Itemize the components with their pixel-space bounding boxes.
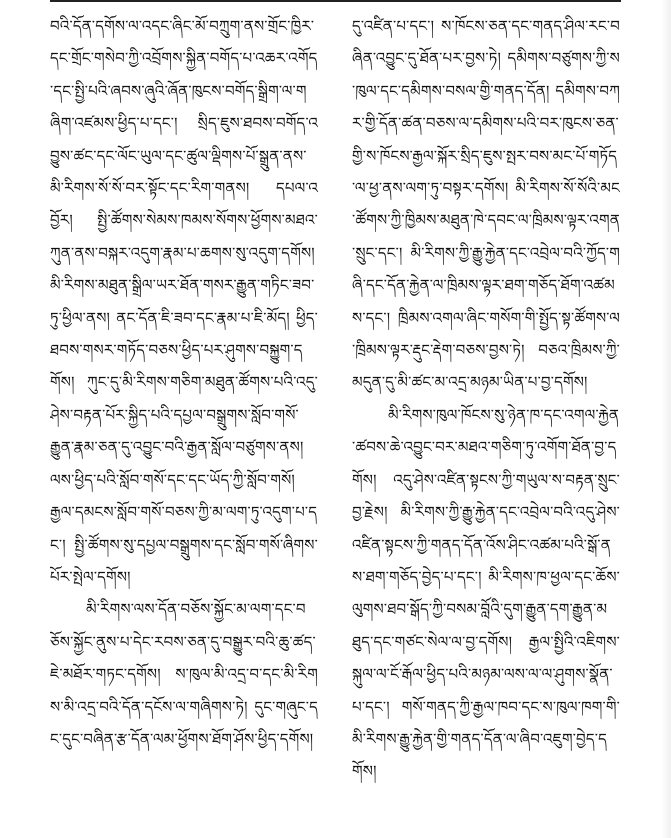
left-paragraph-1: བའི་དོན་དགོས་ལ་འདང་ཞིང་མོ་བཀྲུག་ནས་གྲོང་ཁྱིར་དང་གྲོང་གསེབ་ཀྱི་འབྲོགས་སྐྱིན་བགོད་པ་འཆར་འགོད་དང་སྤྱི་པའི་ཞབས་ཞུའི་ཞོན་ཁུངས་བགོད་སྒྲིག་ལ་གཞིག་འཛམས་ཕྱིད་པ་དང་། སྲིད་ཇུས་ཐབས་བགོད་འབྱུས་ཚང་དང་ལོང་ཡུལ་དང་ཚུལ་ལྡིགས་པོ་སྒྲུན་ནས་མི་རིགས་སོ་སོ་བར་སྟོང་དང་རིག་གནས། དཔལ་འབྱོར། སྤྱི་ཚོགས་སེམས་ཁམས་སོགས་ཕྱོགས་མཐའ་ཀུན་ནས་བསྐར་འདུག་རྣམ་པ་ཆགས་སུ་འདུག་དགོས། མི་རིགས་མཐུན་སྒྲིལ་ཡར་ཐོན་གསར་རྒྱུན་གཏིང་ཟབ་ཏུ་ཕྱིལ་ནས། ནང་དོན་ཇི་ཟབ་དང་རྣམ་པ་ཇི་མོད། ཕྱིད་ཐབས་གསར་གཏོད་བཅས་ཕྱིད་པར་ཤུགས་བསྐྱུག་དགོས། ཀུང་དུ་མི་རིགས་གཅིག་མཐུན་ཚོགས་པའི་འདུ་ཤེས་བརྟན་པོར་སྐྱིད་པའི་དཔྱལ་བསྒྲུགས་སློབ་གསོ་རྒྱུན་རྣམ་ཅན་དུ་འབྱུང་བའི་རྒྱན་སློལ་བཙུགས་ནས། ལས་ཕྱིད་པའི་སློབ་གསོ་དང་དང་ཡོད་ཀྱི་སློབ་གསོ། རྒྱལ་དམངས་སློབ་གསོ་བཅས་ཀྱི་མ་ལག་ཏུ་འདུག་པ་དང་། སྤྱི་ཚོགས་སུ་དཔྱལ་བསྒྲུགས་དང་སློབ་གསོ་ཞིགས་པོར་སྤེལ་དགོས། [50, 17, 318, 586]
right-paragraph-1: དུ་འཛིན་པ་དང་། ས་ཁོངས་ཅན་དང་གནད་ཤིལ་རང་བཞིན་འབྱུང་དུ་ཐོན་པར་བྱས་ཏེ། དམིགས་བཙུགས་ཀྱི་ས་ཁུལ་དང་དམིགས་བསལ་གྱི་གནད་དོན། དམིགས་བཀར་གྱི་དོན་ཚན་བཅས་ལ་དམིགས་པའི་བར་ཁུངས་ཅན་གྱི་ས་ཁོངས་རྒྱལ་སྐོར་སྲིད་ཇུས་སྤར་བས་མང་པོ་གཏོད་ལ་ཕྱ་ནས་ལག་ཏུ་བསྟར་དགོས། མི་རིགས་སོ་སོའི་མང་ཚོགས་ཀྱི་ཁྱིམས་མཐུན་ཁེ་དབང་ལ་ཁྲིམས་ལྟར་འགན་སྲུང་དང་། མི་རིགས་ཀྱི་རྒྱུ་རྐྱེན་དང་འབྲེལ་བའི་ཀྱོད་གཞི་དང་དོན་རྐྱེན་ལ་ཁྲིམས་ལྟར་ཐག་གཅོད་ཐོག་འཚམས་དང་། ཁྲིམས་འགལ་ཞིང་གསོག་གི་སྤྱོད་སྟ་ཚོགས་ལ་ཁྲིམས་ལྟར་རྡུང་རྡེག་བཅས་བྱས་ཏེ། བཅའ་ཁྲིམས་ཀྱི་མདུན་དུ་མི་ཚང་མ་འདྲ་མཉམ་ཡིན་པ་བྱ་དགོས། [352, 17, 620, 392]
right-column [352, 10, 620, 836]
left-column [50, 10, 318, 836]
left-paragraph-2: མི་རིགས་ལས་དོན་བཅོས་སྐྱོང་མ་ལག་དང་བཅོས་སྐྱོང་ནུས་པ་དེང་རབས་ཅན་དུ་བསྒྱུར་བའི་ཆུ་ཚད་ཇེ་མཐོར་གཏང་དགོས། ས་ཁུལ་མི་འདྲ་བ་དང་མི་རིགས་མི་འདྲ་བའི་དོན་དངོས་ལ་གཞིགས་ཏེ། དུང་གཞུང་དང་དུང་བཞིན་རྩ་དོན་ལམ་ཕྱོགས་ཐོག་ཤོས་ཕྱིད་དགོས། [50, 600, 318, 748]
page-edge-shadow [661, 0, 671, 838]
right-paragraph-2: མི་རིགས་ཁུལ་ཁོངས་སུ་ཉེན་ཁ་དང་འགལ་རྐྱེན་ཚབས་ཆེ་འབྱུང་བར་མཐའ་གཅིག་ཏུ་འགོག་ཐོན་བྱ་དགོས། འདུ་ཤེས་འཛིན་སྟངས་ཀྱི་གཡུལ་ས་བརྟན་སྲུང་བྱ་རྗེས། མི་རིགས་ཀྱི་རྒྱུ་རྐྱེན་དང་འབྲེལ་བའི་འདུ་ཤེས་འཛིན་སྟངས་ཀྱི་གནད་དོན་འོས་ཤིང་འཚམ་པའི་སྒོ་ནས་ཐག་གཅོད་བྱེད་པ་དང་། མི་རིགས་ཁ་ཕྱལ་དང་ཆོས་ལུགས་ཐབ་སྒོད་ཀྱི་བསམ་བློའི་དུག་རྒྱུན་དག་རྒྱུན་མཐུད་དང་གཙང་སེལ་ལ་བྱ་དགོས། རྒྱལ་སྤྱིའི་འཇིགས་སྐུལ་ལ་ངོ་རྒོལ་ཕྱིད་པའི་མཉམ་ལས་ལ་ལ་ཤུགས་སྣོན་པ་དང་། གསོ་གནད་ཀྱི་རྒྱལ་ཁབ་དང་ས་ཁུལ་ཁག་གི་མི་རིགས་རྒྱུ་རྐྱེན་གྱི་གནད་དོན་ལ་ཞིབ་འཇུག་བྱེད་དགོས། [352, 405, 620, 781]
header-rule [50, 0, 621, 2]
